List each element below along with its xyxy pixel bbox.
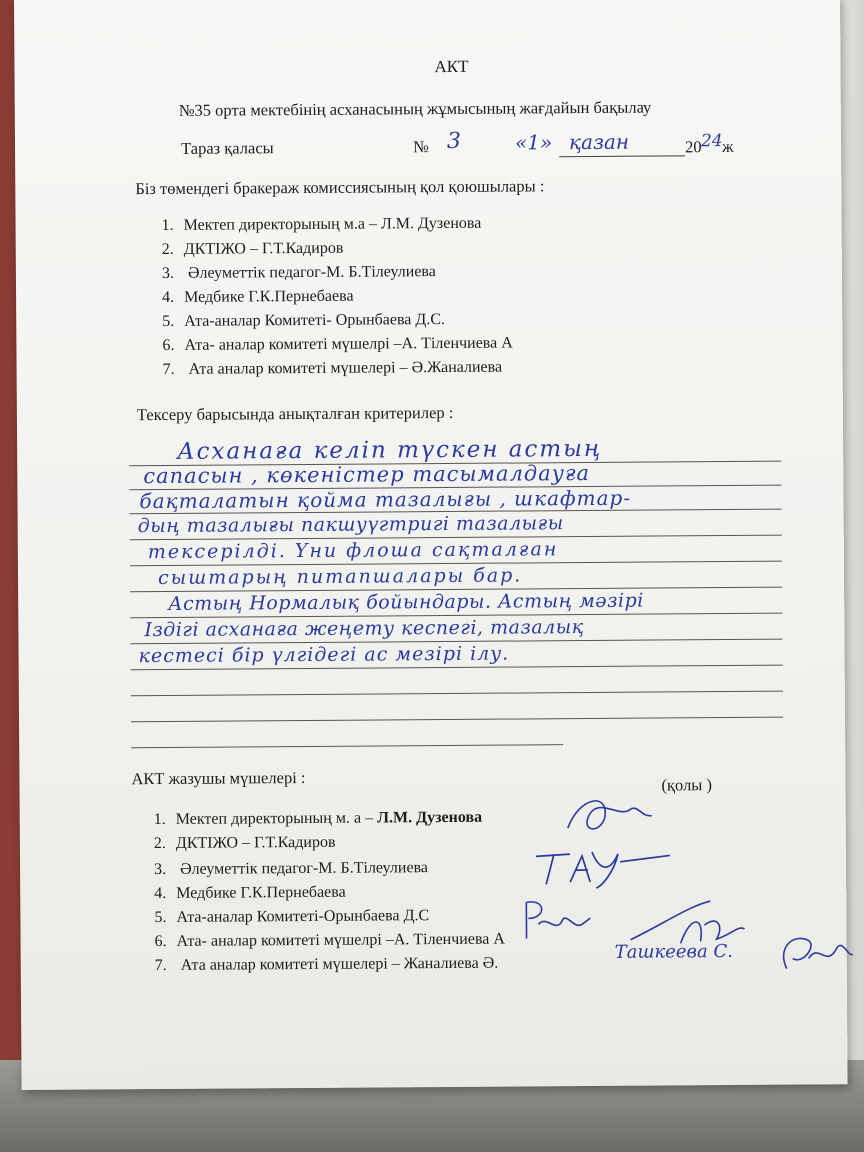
handwritten-criteria-line: дың тазалығы пакшуүгтригі тазалығы xyxy=(137,512,564,538)
ruled-line xyxy=(131,744,563,748)
list-item: 6. Ата- аналар комитеті мүшелрі –А. Тіленчиева А xyxy=(162,334,513,354)
ruled-line xyxy=(131,691,783,697)
number-label: № xyxy=(412,137,429,157)
handwritten-criteria-line: Іздігі асханаға жеңету кеспегі, тазалық xyxy=(144,616,584,642)
signature-column-label: (қолы ) xyxy=(661,775,713,795)
handwritten-criteria-line: тексерілді. Үни флоша сақталған xyxy=(147,538,559,564)
handwritten-day: «1» xyxy=(514,130,553,155)
year-prefix: 20 xyxy=(684,137,702,157)
signature-1-icon xyxy=(560,788,660,841)
signature-6-icon xyxy=(620,895,750,956)
handwritten-criteria-line: сапасын , көкеністер тасымалдауға xyxy=(143,460,591,489)
list-item: 7. Ата аналар комитеті мүшелері – Ә.Жаналиева xyxy=(162,358,503,378)
handwritten-month: қазан xyxy=(568,129,630,155)
handwritten-criteria-line: бақталатын қойма тазалығы , шкафтар- xyxy=(139,485,632,514)
signature-7-icon xyxy=(773,928,857,979)
list-item: 4. Медбике Г.К.Пернебаева xyxy=(162,287,354,306)
list-item: 7. Ата аналар комитеті мүшелері – Жаналиева Ә. xyxy=(154,954,499,975)
list-item: 5. Ата-аналар Комитеті-Орынбаева Д.С xyxy=(154,907,430,927)
signature-5-icon xyxy=(516,894,596,945)
signatures-label: АКТ жазушы мүшелері : xyxy=(131,767,306,789)
handwritten-number: 3 xyxy=(446,128,462,154)
criteria-label: Тексеру барысында анықталған критерилер : xyxy=(136,402,454,425)
list-item: 3. Әлеуметтік педагог-М. Б.Тілеулиева xyxy=(161,263,436,282)
list-item: 4. Медбике Г.К.Пернебаева xyxy=(154,883,346,903)
month-underline xyxy=(559,155,685,157)
city-label: Тараз қаласы xyxy=(180,138,274,158)
signature-2-icon xyxy=(530,841,680,892)
list-item: 6. Ата- аналар комитеті мүшелрі –А. Тіленчиева А xyxy=(154,930,505,951)
handwritten-criteria-line: Асханаға келіп түскен астың xyxy=(177,435,603,465)
list-item: 1. Мектеп директорының м.а – Л.М. Дузенова xyxy=(161,214,482,234)
commission-intro: Біз төмендегі бракераж комиссиясының қол қоюшылары : xyxy=(135,176,545,199)
handwritten-signature-name: Ташкеева С. xyxy=(614,941,733,963)
handwritten-criteria-line: сыштарың питапшалары бар. xyxy=(157,564,523,590)
year-suffix: ж xyxy=(721,136,734,157)
list-item: 2. ДКТІЖО – Г.Т.Кадиров xyxy=(161,239,344,258)
list-item: 3. Әлеуметтік педагог-М. Б.Тілеулиева xyxy=(154,859,429,879)
list-item: 1. Мектеп директорының м. а – Л.М. Дузенова xyxy=(153,808,483,829)
list-item: 5. Ата-аналар Комитеті- Орынбаева Д.С. xyxy=(162,310,446,330)
document-title: АКТ xyxy=(434,56,469,77)
handwritten-year: 24 xyxy=(700,131,723,152)
handwritten-criteria-line: кестесі бір үлгідегі ас мезірі ілу. xyxy=(138,642,510,668)
handwritten-criteria-line: Астың Нормалық бойындары. Астың мәзірі xyxy=(168,589,644,615)
ruled-line xyxy=(131,717,783,723)
list-item: 2. ДКТІЖО – Г.Т.Кадиров xyxy=(153,833,336,853)
document-subtitle: №35 орта мектебінің асханасының жұмысының жағдайын бақылау xyxy=(178,97,652,120)
document-sheet xyxy=(14,0,848,1090)
